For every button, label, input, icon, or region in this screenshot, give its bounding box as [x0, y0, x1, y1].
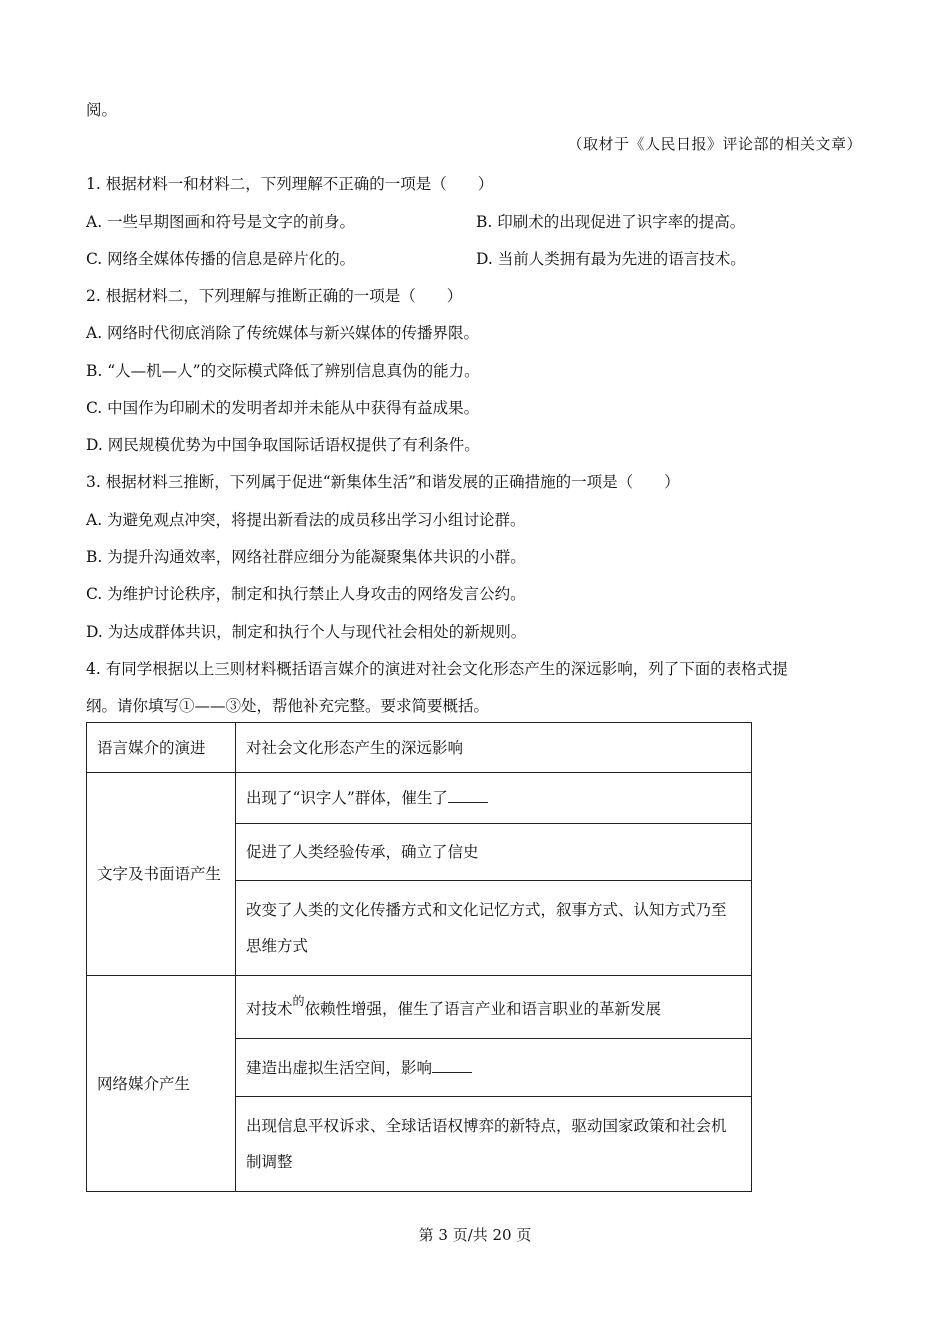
q3-option-d: D. 为达成群体共识，制定和执行个人与现代社会相处的新规则。	[86, 623, 527, 641]
table-header-col1: 语言媒介的演进	[87, 723, 236, 773]
q2-option-b: B. “人—机—人”的交际模式降低了辨别信息真伪的能力。	[86, 362, 480, 380]
table-row	[236, 773, 752, 824]
q1-stem: 1. 根据材料一和材料二，下列理解不正确的一项是（ ）	[86, 175, 494, 193]
table-cell-text: 对技术	[246, 1000, 293, 1019]
table-group2-label: 网络媒介产生	[87, 976, 236, 1192]
table-row: 出现信息平权诉求、全球话语权博弈的新特点，驱动国家政策和社会机制调整	[236, 1097, 752, 1192]
q2-option-c: C. 中国作为印刷术的发明者却并未能从中获得有益成果。	[86, 399, 480, 417]
q2-stem: 2. 根据材料二，下列理解与推断正确的一项是（ ）	[86, 287, 463, 305]
table-row: 改变了人类的文化传播方式和文化记忆方式，叙事方式、认知方式乃至思维方式	[236, 881, 752, 976]
q2-option-a: A. 网络时代彻底消除了传统媒体与新兴媒体的传播界限。	[86, 324, 480, 342]
q1-option-c: C. 网络全媒体传播的信息是碎片化的。	[86, 250, 356, 268]
table-cell-text: 依赖性增强，催生了语言产业和语言职业的革新发展	[304, 1000, 662, 1019]
table-row	[236, 976, 752, 1039]
q1-option-d: D. 当前人类拥有最为先进的语言技术。	[476, 250, 746, 268]
table-row	[236, 1039, 752, 1097]
table-cell-text: 建造出虚拟生活空间，影响	[246, 1058, 433, 1077]
q1-option-b: B. 印刷术的出现促进了识字率的提高。	[476, 213, 746, 231]
q3-option-b: B. 为提升沟通效率，网络社群应细分为能凝聚集体共识的小群。	[86, 548, 526, 566]
source-note: （取材于《人民日报》评论部的相关文章）	[567, 135, 862, 153]
q3-stem: 3. 根据材料三推断，下列属于促进“新集体生活”和谐发展的正确措施的一项是（ ）	[86, 473, 680, 491]
page-footer: 第 3 页/共 20 页	[418, 1226, 532, 1244]
fill-blank-1[interactable]	[448, 784, 488, 803]
table-header-col2: 对社会文化形态产生的深远影响	[236, 723, 752, 773]
q2-option-d: D. 网民规模优势为中国争取国际话语权提供了有利条件。	[86, 436, 480, 454]
table-group1-label: 文字及书面语产生	[87, 773, 236, 976]
q3-option-c: C. 为维护讨论秩序，制定和执行禁止人身攻击的网络发言公约。	[86, 585, 526, 603]
outline-table	[86, 722, 752, 1192]
q4-stem-line2: 纲。请你填写①——③处，帮他补充完整。要求简要概括。	[86, 697, 490, 715]
top-fragment: 阅。	[86, 101, 118, 119]
superscript-char: 的	[292, 994, 305, 1009]
q1-option-a: A. 一些早期图画和符号是文字的前身。	[86, 213, 356, 231]
fill-blank-3[interactable]	[432, 1054, 472, 1073]
table-row: 促进了人类经验传承，确立了信史	[236, 824, 752, 881]
q3-option-a: A. 为避免观点冲突，将提出新看法的成员移出学习小组讨论群。	[86, 511, 526, 529]
table-cell-text: 出现了“识字人”群体，催生了	[246, 789, 448, 807]
q4-stem-line1: 4. 有同学根据以上三则材料概括语言媒介的演进对社会文化形态产生的深远影响，列了下面的表格式提	[86, 660, 788, 678]
